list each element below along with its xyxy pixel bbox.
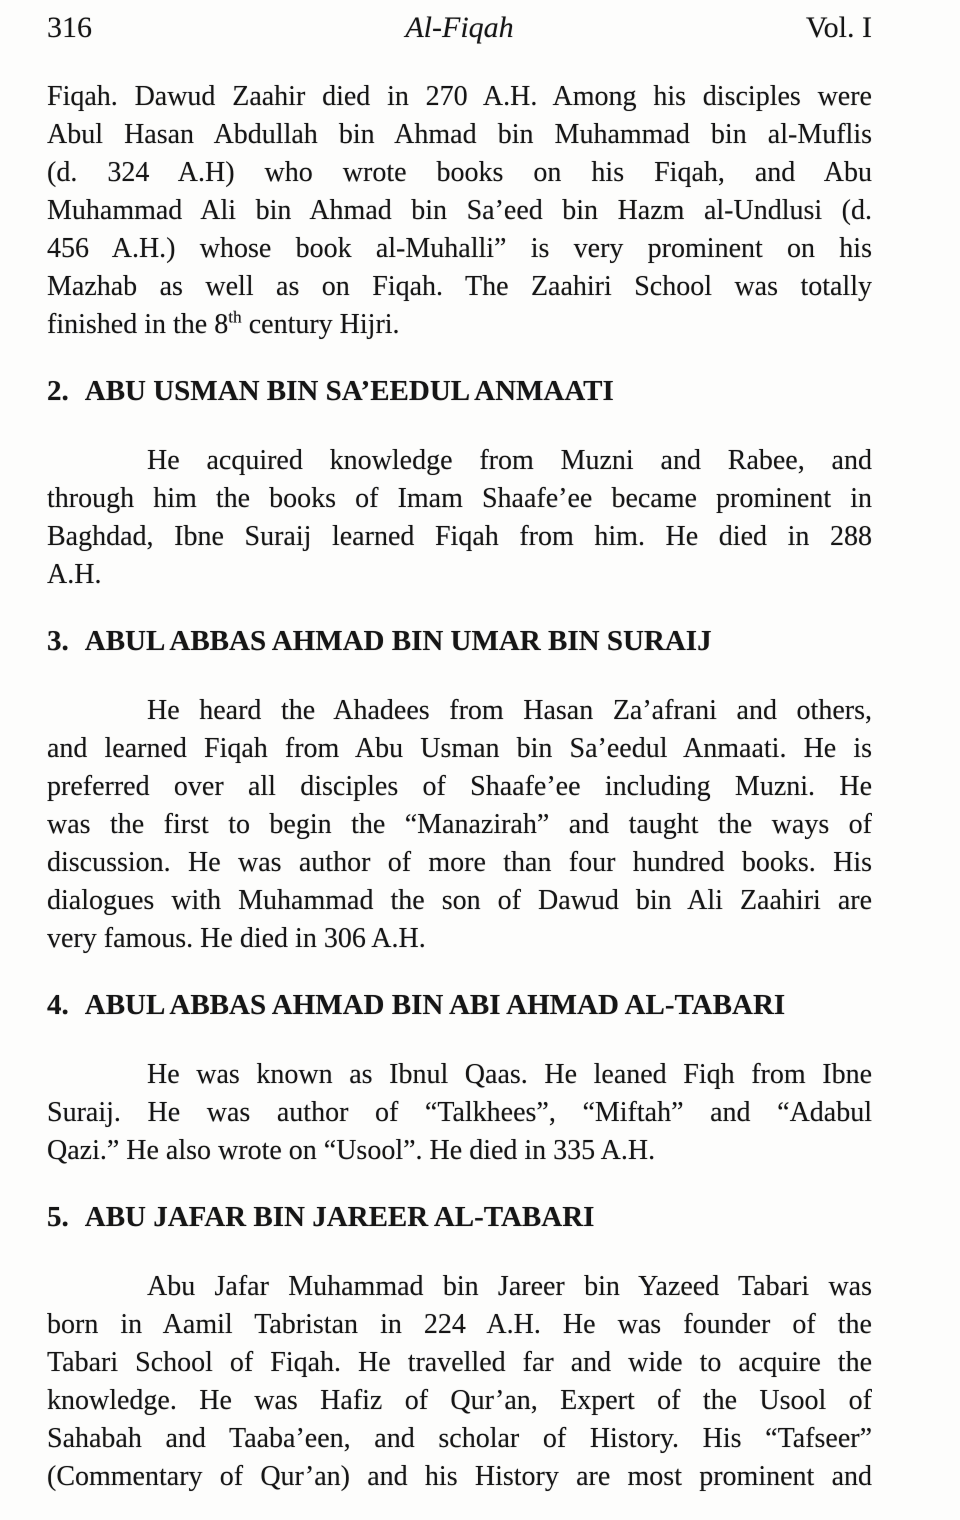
volume-label: Vol. I bbox=[805, 11, 872, 44]
text-line: He heard the Ahadees from Hasan Za’afrani and others, bbox=[147, 695, 872, 726]
text-line: Abu Jafar Muhammad bin Jareer bin Yazeed Tabari was bbox=[147, 1271, 872, 1302]
section-number: 4. bbox=[47, 989, 69, 1021]
text-line: Tabari School of Fiqah. He travelled far and wide to acquire the bbox=[47, 1347, 872, 1378]
section-title: ABUL ABBAS AHMAD BIN ABI AHMAD AL-TABARI bbox=[84, 989, 786, 1021]
section-title: ABUL ABBAS AHMAD BIN UMAR BIN SURAIJ bbox=[84, 625, 712, 657]
text-line: Abul Hasan Abdullah bin Ahmad bin Muhammad bin al-Muflis bbox=[47, 119, 872, 150]
text-line: 456 A.H.) whose book al-Muhalli” is very prominent on his bbox=[47, 233, 872, 264]
section-number: 5. bbox=[47, 1201, 69, 1233]
paragraph-zaahiri-school-lastline bbox=[47, 306, 872, 344]
text-line bbox=[47, 306, 872, 344]
text-line: He acquired knowledge from Muzni and Rabee, and bbox=[147, 445, 872, 476]
text-line: preferred over all disciples of Shaafe’ee including Muzni. He bbox=[47, 771, 872, 802]
book-title: Al-Fiqah bbox=[405, 11, 514, 44]
text-line: and learned Fiqah from Abu Usman bin Sa’eedul Anmaati. He is bbox=[47, 733, 872, 764]
text-line: very famous. He died in 306 A.H. bbox=[47, 923, 426, 954]
text-segment: finished in the 8 bbox=[47, 309, 229, 340]
section-heading-4 bbox=[47, 986, 872, 1024]
text-line: born in Aamil Tabristan in 224 A.H. He was founder of the bbox=[47, 1309, 872, 1340]
paragraph-tabari bbox=[47, 1268, 872, 1496]
text-line: knowledge. He was Hafiz of Qur’an, Expert of the Usool of bbox=[47, 1385, 872, 1416]
text-line: Baghdad, Ibne Suraij learned Fiqah from him. He died in 288 bbox=[47, 521, 872, 552]
paragraph-ibnul-qaas bbox=[47, 1056, 872, 1170]
text-line: Mazhab as well as on Fiqah. The Zaahiri School was totally bbox=[47, 271, 872, 302]
text-line: was the first to begin the “Manazirah” and taught the ways of bbox=[47, 809, 872, 840]
page-header bbox=[47, 8, 872, 48]
text-line: Qazi.” He also wrote on “Usool”. He died in 335 A.H. bbox=[47, 1135, 656, 1166]
text-line: Fiqah. Dawud Zaahir died in 270 A.H. Among his disciples were bbox=[47, 81, 872, 112]
text-line: A.H. bbox=[47, 559, 102, 590]
text-line: dialogues with Muhammad the son of Dawud bin Ali Zaahiri are bbox=[47, 885, 872, 916]
text-line: Muhammad Ali bin Ahmad bin Sa’eed bin Hazm al-Undlusi (d. bbox=[47, 195, 872, 226]
text-line: (Commentary of Qur’an) and his History are most prominent and bbox=[47, 1461, 872, 1492]
paragraph-suraij bbox=[47, 692, 872, 958]
text-line: Suraij. He was author of “Talkhees”, “Miftah” and “Adabul bbox=[47, 1097, 872, 1128]
section-number: 2. bbox=[47, 375, 69, 407]
text-line: He was known as Ibnul Qaas. He leaned Fiqh from Ibne bbox=[147, 1059, 872, 1090]
section-number: 3. bbox=[47, 625, 69, 657]
text-line: (d. 324 A.H) who wrote books on his Fiqah, and Abu bbox=[47, 157, 872, 188]
text-line: through him the books of Imam Shaafe’ee became prominent in bbox=[47, 483, 872, 514]
paragraph-anmaati bbox=[47, 442, 872, 594]
paragraph-zaahiri-school bbox=[47, 78, 872, 306]
ordinal-superscript: th bbox=[228, 307, 242, 327]
section-heading-2 bbox=[47, 372, 872, 410]
text-segment: century Hijri. bbox=[241, 309, 400, 340]
text-line: Sahabah and Taaba’een, and scholar of History. His “Tafseer” bbox=[47, 1423, 872, 1454]
section-title: ABU JAFAR BIN JAREER AL-TABARI bbox=[84, 1201, 595, 1233]
section-title: ABU USMAN BIN SA’EEDUL ANMAATI bbox=[84, 375, 614, 407]
section-heading-5 bbox=[47, 1198, 872, 1236]
section-heading-3 bbox=[47, 622, 872, 660]
page-number: 316 bbox=[47, 11, 92, 44]
text-line: discussion. He was author of more than four hundred books. His bbox=[47, 847, 872, 878]
